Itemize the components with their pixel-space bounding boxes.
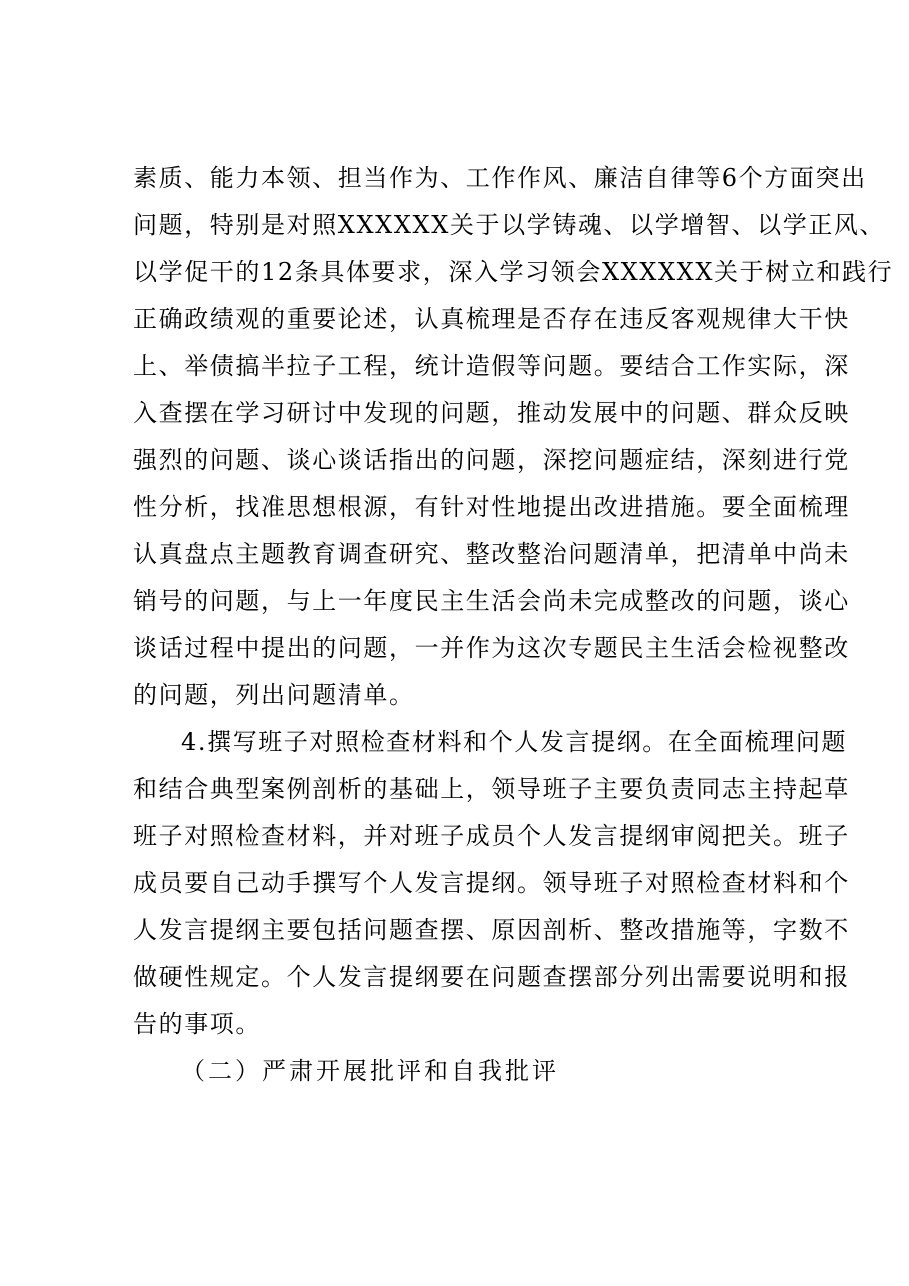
paragraph-line: 问题，特别是对照XXXXXX关于以学铸魂、以学增智、以学正风、 [133, 211, 886, 239]
paragraph-line: 入查摆在学习研讨中发现的问题，推动发展中的问题、群众反映 [133, 399, 850, 427]
paragraph-line: 人发言提纲主要包括问题查摆、原因剖析、整改措施等，字数不 [133, 916, 850, 944]
paragraph-line: 的问题，列出问题清单。 [133, 681, 415, 709]
paragraph-line: 强烈的问题、谈心谈话指出的问题，深挖问题症结，深刻进行党 [133, 446, 850, 474]
paragraph-line: 正确政绩观的重要论述，认真梳理是否存在违反客观规律大干快 [133, 305, 850, 333]
paragraph-line: 性分析，找准思想根源，有针对性地提出改进措施。要全面梳理 [133, 493, 850, 521]
paragraph-line: 销号的问题，与上一年度民主生活会尚未完成整改的问题，谈心 [133, 587, 850, 615]
paragraph-line: 上、举债搞半拉子工程，统计造假等问题。要结合工作实际，深 [133, 352, 850, 380]
paragraph-line: 以学促干的12条具体要求，深入学习领会XXXXXX关于树立和践行 [133, 258, 894, 286]
paragraph-line: 谈话过程中提出的问题，一并作为这次专题民主生活会检视整改 [133, 634, 850, 662]
paragraph-line: 告的事项。 [133, 1010, 261, 1038]
paragraph-line: 成员要自己动手撰写个人发言提纲。领导班子对照检查材料和个 [133, 869, 850, 897]
paragraph-line: 认真盘点主题教育调查研究、整改整治问题清单，把清单中尚未 [133, 540, 850, 568]
paragraph-line: 班子对照检查材料，并对班子成员个人发言提纲审阅把关。班子 [133, 822, 850, 850]
section-4-first-line: 4.撰写班子对照检查材料和个人发言提纲。在全面梳理问题 [181, 728, 848, 756]
paragraph-line: 素质、能力本领、担当作为、工作作风、廉洁自律等6个方面突出 [133, 164, 867, 192]
paragraph-line: 和结合典型案例剖析的基础上，领导班子主要负责同志主持起草 [133, 775, 850, 803]
section-heading: （二）严肃开展批评和自我批评 [181, 1057, 559, 1085]
paragraph-line: 做硬性规定。个人发言提纲要在问题查摆部分列出需要说明和报 [133, 963, 850, 991]
